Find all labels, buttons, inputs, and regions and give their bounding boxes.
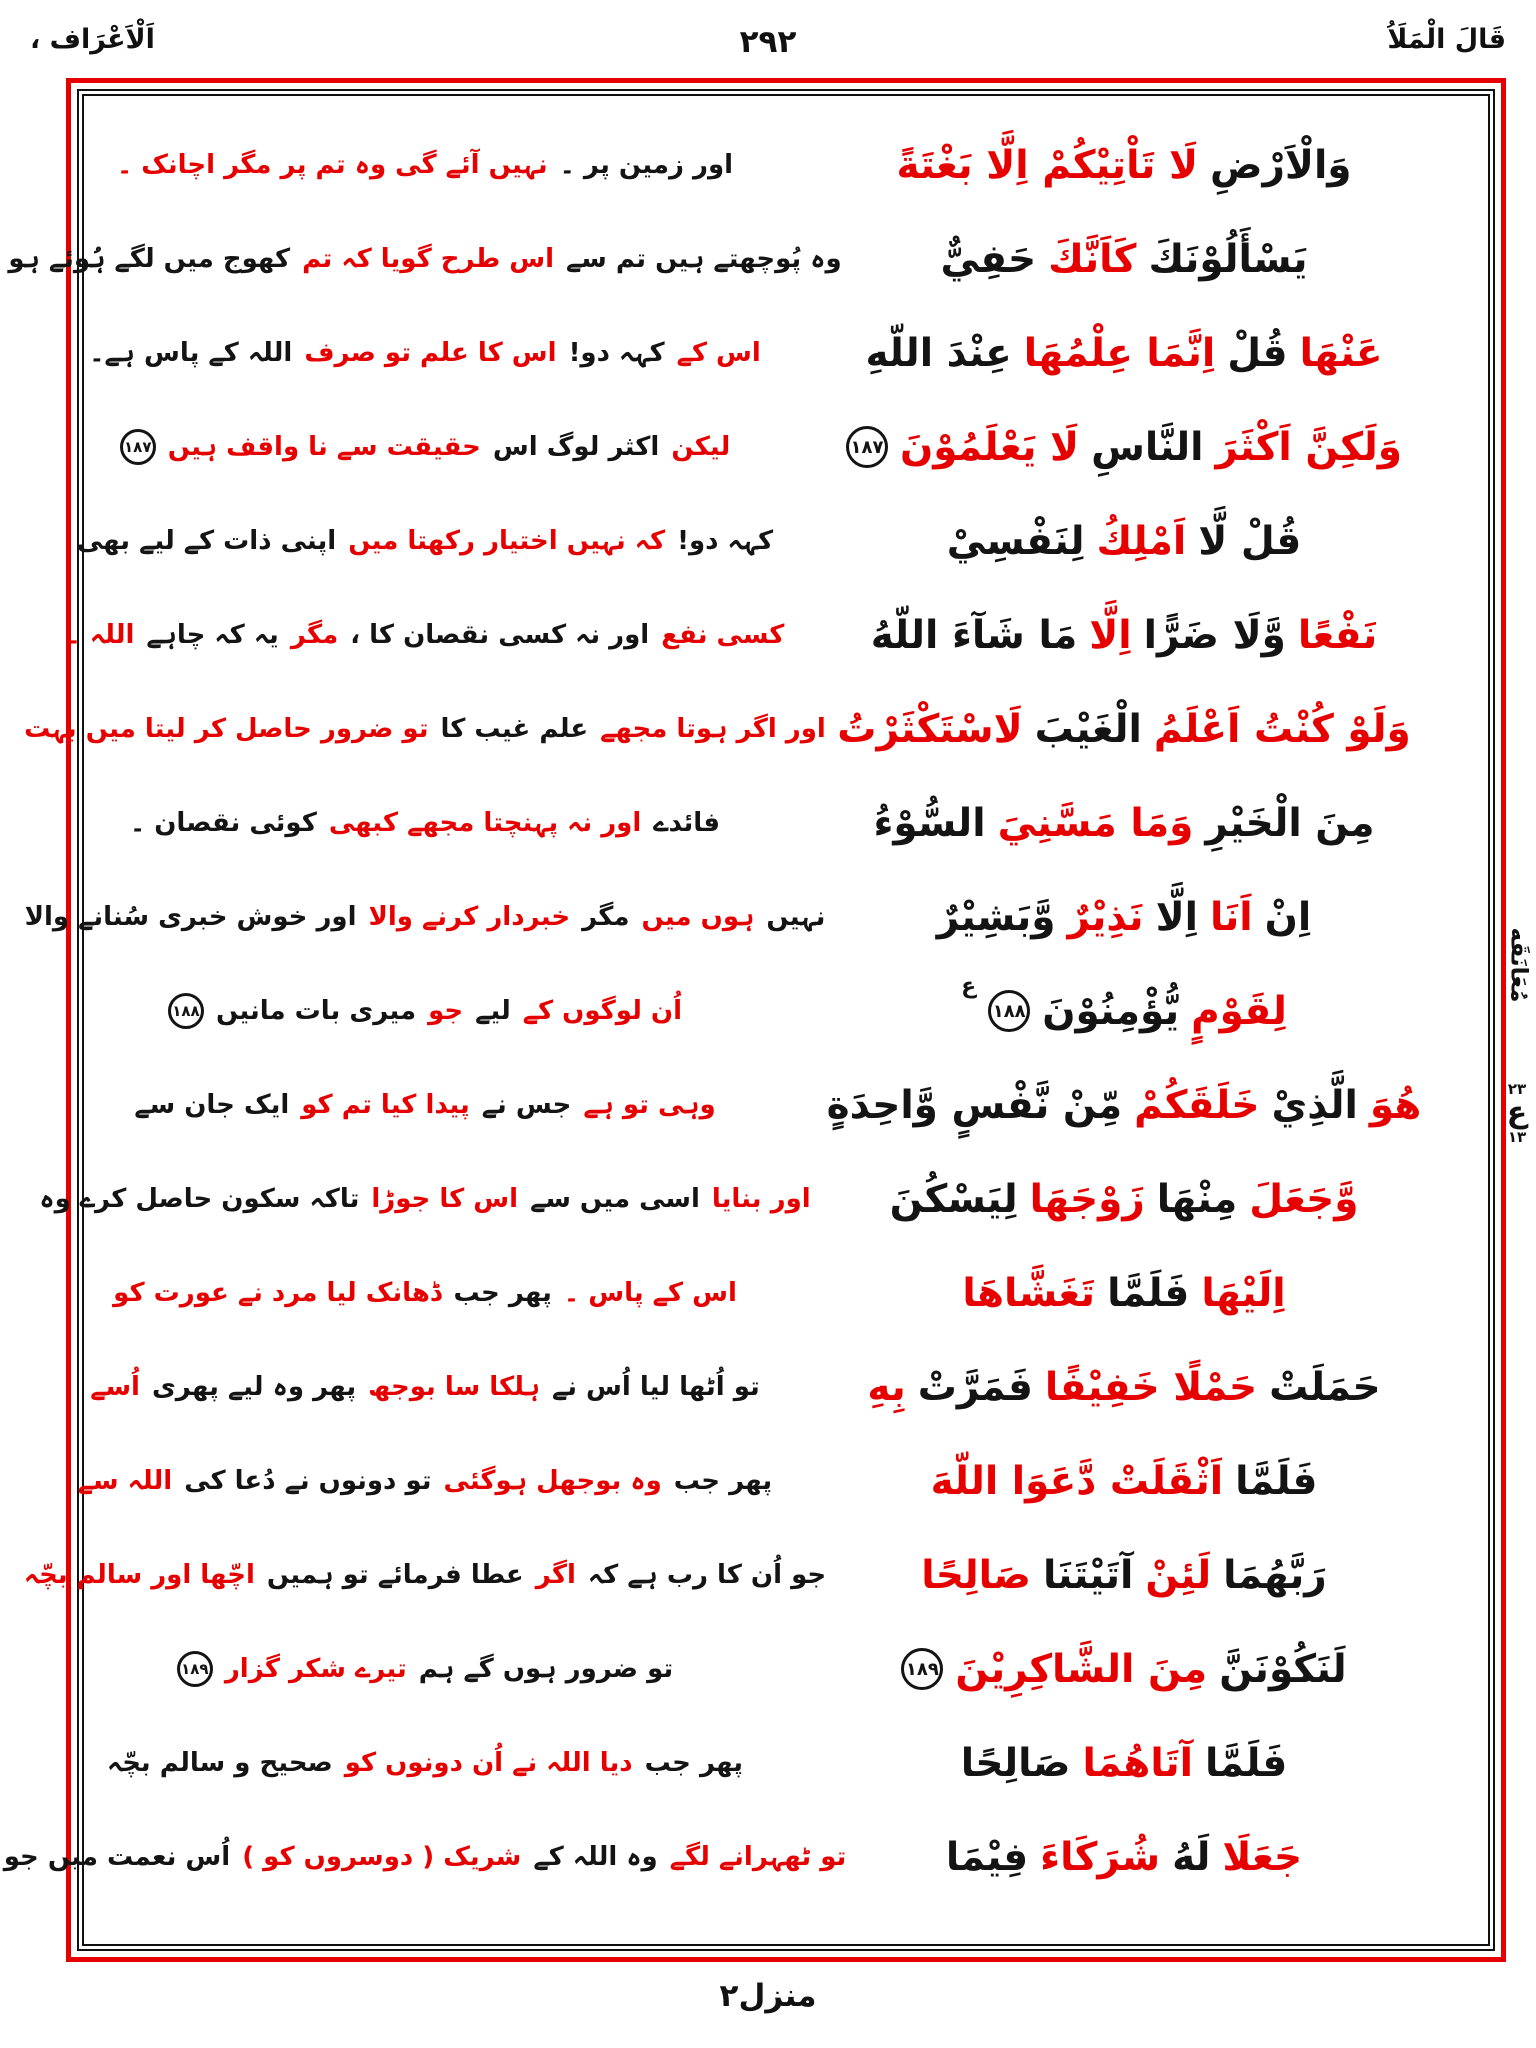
urdu-line [100,118,750,212]
arabic-line [774,400,1474,494]
text-segment: اس کے [676,338,761,368]
text-segment: تو ضرور حاصل کر لیتا میں بہت [24,714,429,744]
verse-number-badge: ۱۸۸ [988,990,1030,1032]
text-segment: وَّبَشِيْرٌ [936,894,1056,940]
text-segment: اس طرح گویا کہ تم [302,244,555,274]
text-segment: فائدے [653,808,721,838]
text-segment: تو دونوں نے دُعا کی [184,1466,432,1496]
text-segment: حَفِيٌّ [940,236,1037,282]
text-segment: لَئِنْ [1145,1552,1212,1598]
text-segment: رَبَّهُمَا [1223,1552,1327,1598]
arabic-line [774,682,1474,776]
urdu-line [89,306,761,400]
text-segment: لیے [475,996,511,1026]
text-segment: علم غیب کا [440,714,589,744]
verse-number-badge: ۱۸۹ [177,1651,213,1687]
urdu-line [100,1622,750,1716]
text-segment: آتَاهُمَا [1082,1740,1193,1786]
arabic-line [774,1058,1474,1152]
urdu-line [90,1340,760,1434]
text-segment: جو اُن کا رب ہے کہ [587,1560,827,1590]
text-segment: خَلَقَكُمْ [1134,1082,1260,1128]
text-segment: اُن لوگوں کے [522,996,683,1026]
text-segment: مِنَ الْخَيْرِ [1205,800,1375,846]
text-segment: عَنْهَا [1299,330,1383,376]
urdu-line [77,1434,773,1528]
text-segment: اَنَا [1209,894,1253,940]
text-segment: ڈھانک لیا مرد نے عورت کو [113,1278,442,1308]
text-segment: مَا شَآءَ اللّهُ [870,612,1078,658]
text-segment: یہ کہ چاہے [146,620,279,650]
text-segment: اِلَّا [1155,894,1198,940]
text-segment: کہہ دو! [677,526,774,556]
arabic-line [774,1246,1474,1340]
text-segment: لِيَسْكُنَ [889,1176,1018,1222]
text-segment: تو اُٹھا لیا اُس نے [551,1372,760,1402]
arabic-line [774,1528,1474,1622]
text-segment: جَعَلَا [1222,1834,1303,1880]
text-segment: کھوج میں لگے ہُوئے ہو [8,244,291,274]
arabic-line [774,964,1474,1058]
arabic-line [774,1622,1474,1716]
text-segment: فَلَمَّا [1107,1270,1190,1316]
arabic-line [774,1810,1474,1904]
text-segment: اچّھا اور سالم بچّہ [23,1560,255,1590]
ruku-ain-mark: ع [961,974,977,999]
text-segment: وَلَكِنَّ اَكْثَرَ [1215,424,1402,470]
page-frame-red-border [3,78,1506,1962]
text-segment: وہ اللہ کے [533,1842,658,1872]
margin-pause-note [1496,880,1536,1050]
text-segment: اور زمین پر ۔ [559,150,734,180]
text-segment: يُّؤْمِنُوْنَ [1042,988,1180,1034]
text-segment: اِنَّمَا عِلْمُهَا [1023,330,1216,376]
text-segment: نَذِيْرٌ [1067,894,1144,940]
urdu-line [100,400,750,494]
text-segment: دیا اللہ نے اُن دونوں کو [344,1748,633,1778]
text-segment: تیرے شکر گزار [224,1654,407,1684]
text-segment: وَّلَا ضَرًّا [1143,612,1286,658]
text-segment: مگر [290,620,339,650]
text-segment: اپنی ذات کے لیے بھی [76,526,337,556]
urdu-line [76,494,774,588]
arabic-verse-column [774,118,1474,1904]
text-segment: لَهُ [1172,1834,1211,1880]
ruku-number-bottom: ۱۳ [1507,1128,1527,1146]
text-segment: صحیح و سالم بچّہ [106,1748,333,1778]
text-segment: تو ٹھہرانے لگے [669,1842,847,1872]
text-segment: صَالِحًا [960,1740,1071,1786]
arabic-line [774,1340,1474,1434]
arabic-line [774,1152,1474,1246]
text-segment: اور خوش خبری سُنانے والا [24,902,357,932]
text-segment: نہیں آئے گی وہ تم پر مگر اچانک ۔ [116,150,548,180]
text-segment: الْغَيْبَ [1034,706,1142,752]
text-segment: اسی میں سے [530,1184,700,1214]
verse-number-badge: ۱۸۷ [120,429,156,465]
urdu-line [3,1810,847,1904]
text-segment: لَا يَعْلَمُوْنَ [900,424,1080,470]
text-segment: پھر وہ لیے پھری [151,1372,357,1402]
ruku-ain-letter: ع [1506,1095,1528,1130]
text-segment: بِهِ [867,1364,906,1410]
arabic-line [774,776,1474,870]
text-segment: اور نہ پہنچتا مجھے کبھی [328,808,642,838]
page-frame-black-border [3,89,1495,1951]
urdu-translation-column [3,118,847,1904]
urdu-line [24,870,826,964]
header-surah-name: اَلْاَعْرَاف ، [30,24,155,55]
verse-number-badge: ۱۸۸ [168,993,204,1029]
text-segment: يَسْأَلُوْنَكَ [1148,236,1308,282]
text-segment: کسی نفع [661,620,785,650]
text-segment: زَوْجَهَا [1029,1176,1145,1222]
urdu-line [23,1528,827,1622]
manzil-label: منزل۲ [719,1978,817,2014]
text-segment: عطا فرمائے تو ہمیں [266,1560,524,1590]
urdu-line [100,964,750,1058]
text-segment: لَا تَاْتِيْكُمْ اِلَّا بَغْتَةً [896,142,1198,188]
verse-number-badge: ۱۸۹ [901,1648,943,1690]
text-segment: ہلکا سا بوجھ [368,1372,540,1402]
text-segment: عِنْدَ اللّهِ [865,330,1012,376]
text-segment: حَمْلًا خَفِيْفًا [1044,1364,1258,1410]
text-segment: اَمْلِكُ [1096,518,1187,564]
arabic-line [774,1716,1474,1810]
arabic-line [774,1434,1474,1528]
margin-pause-word: مُعَانَقَه [1505,927,1531,1003]
text-segment: پھر جب [644,1748,744,1778]
text-segment: اللہ ۔ [65,620,135,650]
text-segment: وَمَا مَسَّنِيَ [997,800,1194,846]
urdu-line [100,1246,750,1340]
text-segment: مِنَ الشَّاكِرِيْنَ [955,1646,1208,1692]
text-segment: لیکن [671,432,731,462]
text-segment: قُلْ [1227,330,1288,376]
text-segment: اللہ سے [77,1466,173,1496]
text-segment: ہوں میں [641,902,755,932]
text-segment: پھر جب [673,1466,773,1496]
text-segment: کہ نہیں اختیار رکھتا میں [348,526,666,556]
text-segment: شُرَكَاءَ [1040,1834,1161,1880]
text-segment: شریک ( دوسروں کو ) [242,1842,522,1872]
text-segment: اَثْقَلَتْ دَّعَوَا اللّهَ [930,1458,1224,1504]
text-segment: اور بنایا [711,1184,811,1214]
verse-number-badge: ۱۸۷ [846,426,888,468]
text-segment: اِلَّا [1089,612,1132,658]
text-segment: النَّاسِ [1091,424,1204,470]
text-segment: اور اگر ہوتا مجھے [600,714,826,744]
text-segment: اِنْ [1264,894,1312,940]
text-segment: فَلَمَّا [1205,1740,1288,1786]
text-segment: كَاَنَّكَ [1048,236,1137,282]
arabic-line [774,118,1474,212]
header-page-number: ۲۹۲ [739,24,797,60]
urdu-line [65,588,785,682]
text-segment: فِيْمَا [945,1834,1029,1880]
arabic-line [774,306,1474,400]
text-segment: پھر جب [453,1278,552,1308]
text-segment: فَمَرَّتْ [917,1364,1033,1410]
text-segment: مگر [582,902,630,932]
text-segment: اِلَيْهَا [1201,1270,1286,1316]
text-segment: لِقَوْمٍ [1191,988,1287,1034]
urdu-line [100,1058,750,1152]
text-segment: اُس نعمت میں جو [3,1842,231,1872]
text-segment: اگر [535,1560,576,1590]
urdu-line [39,1152,811,1246]
arabic-line [774,494,1474,588]
text-segment: السُّوْءُ [873,800,986,846]
urdu-line [8,212,842,306]
text-segment: مِّنْ نَّفْسٍ وَّاحِدَةٍ [826,1082,1123,1128]
text-segment: آتَيْتَنَا [1043,1552,1134,1598]
text-segment: کہہ دو! [568,338,665,368]
text-segment: لَنَكُوْنَنَّ [1219,1646,1347,1692]
text-segment: کوئی نقصان ۔ [129,808,317,838]
text-segment: الَّذِيْ [1271,1082,1358,1128]
text-segment: وہ پُوچھتے ہیں تم سے [566,244,842,274]
ruku-number-top: ۲۳ [1507,1080,1527,1098]
arabic-line [774,212,1474,306]
text-segment: وَالْاَرْضِ [1209,142,1352,188]
text-segment: ایک جان سے [134,1090,290,1120]
arabic-line [774,870,1474,964]
ruku-marker [1500,1080,1534,1146]
text-segment: مِنْهَا [1156,1176,1238,1222]
text-segment: اُسے [90,1372,140,1402]
text-segment: وَّجَعَلَ [1249,1176,1359,1222]
text-segment: جس نے [481,1090,572,1120]
text-segment: لِنَفْسِيْ [946,518,1085,564]
text-segment: اور نہ کسی نقصان کا ، [350,620,650,650]
text-segment: قُلْ لَّا [1198,518,1302,564]
text-segment: میری بات مانیں [215,996,417,1026]
arabic-line [774,588,1474,682]
urdu-line [100,1716,750,1810]
text-segment: جو [428,996,464,1026]
text-segment: اکثر لوگ اس [492,432,660,462]
text-segment: تو ضرور ہوں گے ہم [418,1654,674,1684]
urdu-line [100,776,750,870]
text-segment: نہیں [766,902,826,932]
text-segment: هُوَ [1369,1082,1422,1128]
text-segment: اس کا جوڑا [371,1184,519,1214]
text-segment: حَمَلَتْ [1269,1364,1381,1410]
text-segment: صَالِحًا [921,1552,1031,1598]
text-segment: لَاسْتَكْثَرْتُ [837,706,1023,752]
text-segment: نَفْعًا [1297,612,1378,658]
text-segment: تاکہ سکون حاصل کرے وہ [39,1184,360,1214]
header-juz-name: قَالَ الْمَلَاُ [1387,24,1506,55]
urdu-line [24,682,826,776]
text-segment: فَلَمَّا [1235,1458,1318,1504]
text-segment: اللہ کے پاس ہے۔ [89,338,293,368]
text-segment: وہی تو ہے [583,1090,716,1120]
text-segment: اس کے پاس ۔ [563,1278,737,1308]
text-segment: خبردار کرنے والا [368,902,571,932]
text-segment: پیدا کیا تم کو [301,1090,470,1120]
text-segment: اس کا علم تو صرف [304,338,557,368]
text-segment: حقیقت سے نا واقف ہیں [167,432,481,462]
text-segment: وَلَوْ كُنْتُ اَعْلَمُ [1153,706,1411,752]
text-segment: تَغَشَّاهَا [962,1270,1096,1316]
text-segment: وہ بوجھل ہوگئی [443,1466,662,1496]
